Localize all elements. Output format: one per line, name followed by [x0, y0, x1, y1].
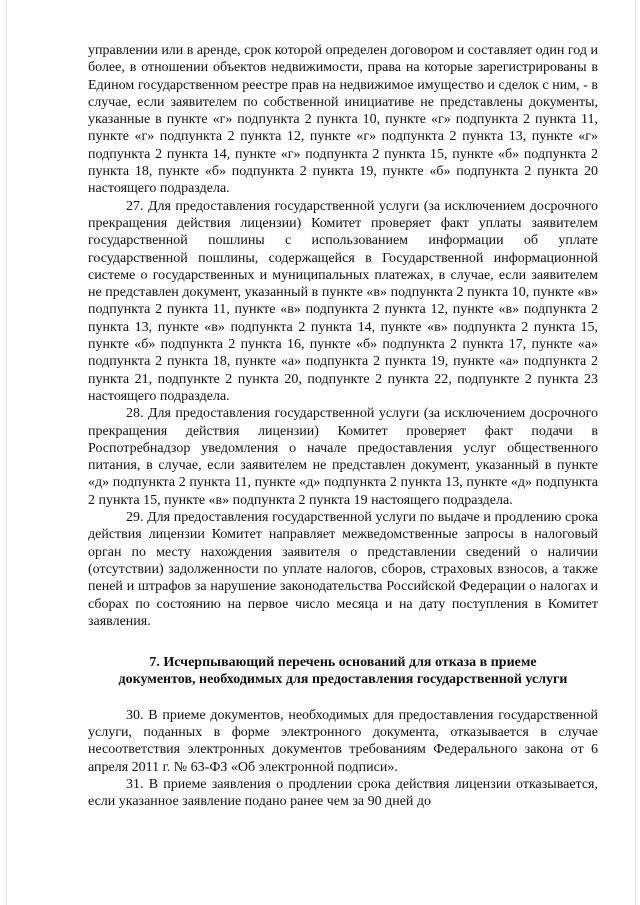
paragraph-30: 30. В приеме документов, необходимых для предоставления государственной услуги, поданных в форме электронного документа, отказывается в случае несоответствия электронных документов требованиям Федерального закона от 6 апреля 2011 г. № 63-ФЗ «Об электронной подписи». [88, 707, 598, 775]
scan-edge-right [635, 0, 636, 905]
paragraph-29: 29. Для предоставления государственной услуги по выдаче и продлению срока действия лицензии Комитет направляет межведомственные запросы в налоговый орган по месту нахождения заявителя о представлении сведений о наличии (отсутствии) задолженности по уплате налогов, сборов, страховых взносов, а также пеней и штрафов за нарушение законодательства Российской Федерации о налогах и сборах по состоянию на первое число месяца и на дату поступления в Комитет заявления. [88, 510, 598, 629]
paragraph-continuation: управлении или в аренде, срок которой определен договором и составляет один год и более, в отношении объектов недвижимости, права на которые зарегистрированы в Едином государственном реестре прав на недвижимое имущество и сделок с ним, - в случае, если заявителем по собственной инициативе не представлены документы, указанные в пункте «г» подпункта 2 пункта 10, пункте «г» подпункта 2 пункта 11, пункте «г» подпункта 2 пункта 12, пункте «г» подпункта 2 пункта 13, пункте «г» подпункта 2 пункта 14, пункте «г» подпункта 2 пункта 15, пункте «б» подпункта 2 пункта 18, пункте «б» подпункта 2 пункта 19, пункте «б» подпункта 2 пункта 20 настоящего подраздела. [88, 43, 598, 197]
section-heading [88, 654, 598, 689]
scan-edge-left [6, 0, 7, 905]
section-heading-line-1: 7. Исчерпывающий перечень оснований для отказа в приеме [149, 655, 537, 671]
paragraph-31: 31. В приеме заявления о продлении срока действия лицензии отказывается, если указанное заявление подано ранее чем за 90 дней до [88, 776, 598, 810]
document-page [88, 42, 598, 810]
section-heading-line-2: документов, необходимых для предоставления государственной услуги [118, 672, 568, 688]
paragraph-27: 27. Для предоставления государственной услуги (за исключением досрочного прекращения действия лицензии) Комитет проверяет факт уплаты заявителем государственной пошлины с использованием информации об уплате государственной пошлины, содержащейся в Государственной информационной системе о государственных и муниципальных платежах, в случае, если заявителем не представлен документ, указанный в пункте «в» подпункта 2 пункта 10, пункте «в» подпункта 2 пункта 11, пункте «в» подпункта 2 пункта 12, пункте «в» подпункта 2 пункта 13, пункте «в» подпункта 2 пункта 14, пункте «в» подпункта 2 пункта 15, пункте «б» подпункта 2 пункта 16, пункте «б» подпункта 2 пункта 17, пункте «а» подпункта 2 пункта 18, пункте «а» подпункта 2 пункта 19, пункте «а» подпункта 2 пункта 21, подпункте 2 пункта 20, подпункте 2 пункта 22, подпункте 2 пункта 23 настоящего подраздела. [88, 198, 598, 404]
paragraph-28: 28. Для предоставления государственной услуги (за исключением досрочного прекращения действия лицензии) Комитет проверяет факт подачи в Роспотребнадзор уведомления о начале предоставления услуг общественного питания, в случае, если заявителем не представлен документ, указанный в пункте «д» подпункта 2 пункта 11, пункте «д» подпункта 2 пункта 13, пункте «д» подпункта 2 пункта 15, пункте «в» подпункта 2 пункта 19 настоящего подраздела. [88, 406, 598, 508]
